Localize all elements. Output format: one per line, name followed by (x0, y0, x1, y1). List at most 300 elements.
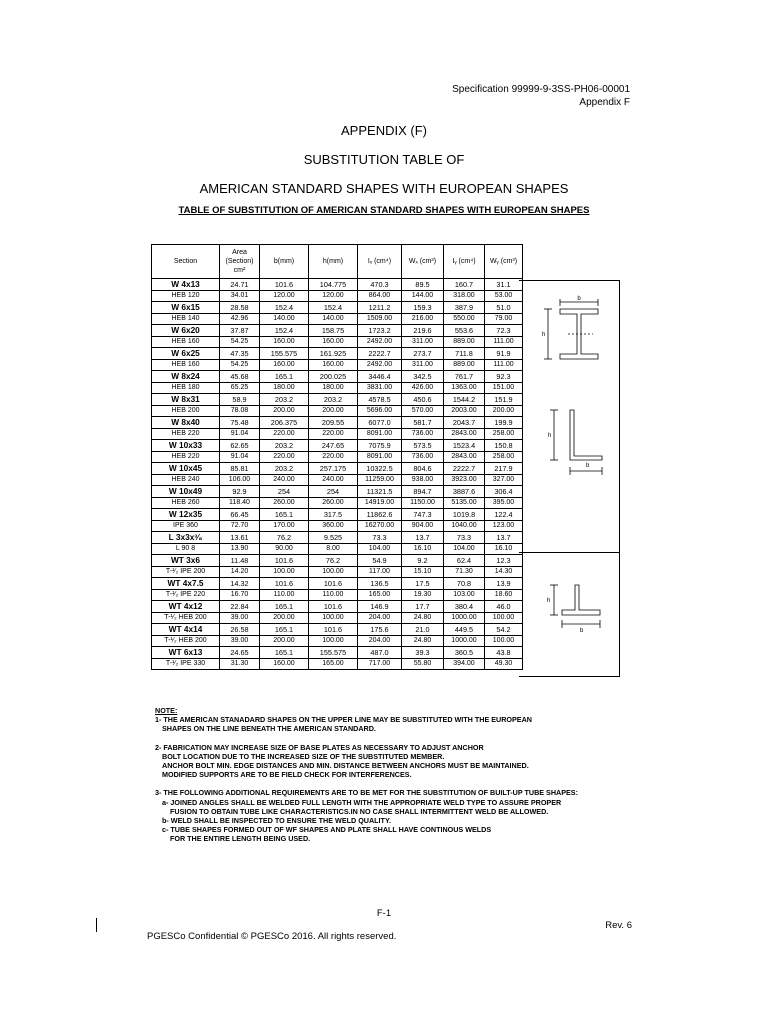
table-row (152, 313, 523, 325)
table-row (152, 302, 523, 314)
cell-iy: 1000.00 (444, 635, 485, 647)
tee-label-h: h (547, 598, 551, 604)
tee-label-b: b (580, 628, 584, 634)
shapes-title: AMERICAN STANDARD SHAPES WITH EUROPEAN SHAPES (199, 181, 569, 196)
cell-area: 34.01 (220, 290, 260, 302)
sketch-label-h: h (542, 332, 546, 338)
appendix-title: APPENDIX (F) (341, 123, 427, 138)
cell-section: WT 6x13 (152, 647, 220, 659)
cell-b: 101.6 (260, 279, 309, 291)
cell-ix: 3831.00 (358, 382, 402, 394)
cell-wy: 53.00 (485, 290, 523, 302)
cell-b: 155.575 (260, 348, 309, 360)
cell-iy: 318.00 (444, 290, 485, 302)
margin-bar (96, 918, 97, 932)
cell-ix: 5696.00 (358, 405, 402, 417)
cell-wy: 12.3 (485, 555, 523, 567)
cell-wy: 199.9 (485, 417, 523, 429)
note-2-line-2: BOLT LOCATION DUE TO THE INCREASED SIZE OF THE SUBSTITUTED MEMBER. (162, 751, 445, 761)
cell-area: 11.48 (220, 555, 260, 567)
cell-h: 360.00 (309, 520, 358, 532)
cell-h: 209.55 (309, 417, 358, 429)
cell-wy: 151.00 (485, 382, 523, 394)
cell-b: 165.1 (260, 601, 309, 613)
cell-area: 28.58 (220, 302, 260, 314)
cell-section: W 10x45 (152, 463, 220, 475)
cell-iy: 1523.4 (444, 440, 485, 452)
cell-iy: 62.4 (444, 555, 485, 567)
cell-section: HEB 200 (152, 405, 220, 417)
note-3-line-1: 3- THE FOLLOWING ADDITIONAL REQUIREMENTS ARE TO BE MET FOR THE SUBSTITUTION OF BUILT-UP TUBE SHAPES: (155, 788, 578, 798)
cell-ix: 2492.00 (358, 359, 402, 371)
cell-iy: 387.9 (444, 302, 485, 314)
cell-b: 140.00 (260, 313, 309, 325)
cell-h: 9.525 (309, 532, 358, 544)
cell-b: 160.00 (260, 658, 309, 670)
cell-b: 170.00 (260, 520, 309, 532)
note-3-line-3: FUSION TO OBTAIN TUBE LIKE CHARACTERISTICS.IN NO CASE SHALL INTERMITTENT WELD BE ALLOWED. (170, 806, 549, 816)
cell-h: 220.00 (309, 451, 358, 463)
cell-wx: 89.5 (402, 279, 444, 291)
cell-section: HEB 220 (152, 428, 220, 440)
angle-label-b: b (586, 463, 590, 469)
cell-iy: 889.00 (444, 359, 485, 371)
cell-wy: 92.3 (485, 371, 523, 383)
cell-wx: 17.7 (402, 601, 444, 613)
substitution-title: SUBSTITUTION TABLE OF (303, 152, 465, 167)
cell-b: 90.00 (260, 543, 309, 555)
cell-section: WT 4x14 (152, 624, 220, 636)
cell-wy: 49.30 (485, 658, 523, 670)
cell-wy: 395.00 (485, 497, 523, 509)
cell-wy: 111.00 (485, 336, 523, 348)
cell-iy: 1019.8 (444, 509, 485, 521)
cell-area: 14.32 (220, 578, 260, 590)
col-header-wx: Wₓ (cm³) (402, 245, 444, 279)
table-row (152, 612, 523, 624)
cell-b: 180.00 (260, 382, 309, 394)
cell-section: W 8x24 (152, 371, 220, 383)
cell-area: 72.70 (220, 520, 260, 532)
cell-section: WT 4x12 (152, 601, 220, 613)
cell-ix: 2492.00 (358, 336, 402, 348)
table-row (152, 348, 523, 360)
cell-h: 203.2 (309, 394, 358, 406)
cell-area: 16.70 (220, 589, 260, 601)
note-1-line-1: 1- THE AMERICAN STANADARD SHAPES ON THE UPPER LINE MAY BE SUBSTITUTED WITH THE EUROPEAN (155, 715, 532, 725)
cell-wy: 150.8 (485, 440, 523, 452)
table-row (152, 497, 523, 509)
cell-area: 106.00 (220, 474, 260, 486)
cell-area: 37.87 (220, 325, 260, 337)
document-header (380, 83, 630, 109)
cell-h: 257.175 (309, 463, 358, 475)
cell-ix: 1211.2 (358, 302, 402, 314)
cell-wy: 72.3 (485, 325, 523, 337)
cell-iy: 380.4 (444, 601, 485, 613)
cell-section: W 8x40 (152, 417, 220, 429)
cell-iy: 2222.7 (444, 463, 485, 475)
cell-iy: 2843.00 (444, 451, 485, 463)
cell-wy: 54.2 (485, 624, 523, 636)
table-row (152, 325, 523, 337)
cell-wx: 13.7 (402, 532, 444, 544)
cell-iy: 394.00 (444, 658, 485, 670)
cell-wx: 144.00 (402, 290, 444, 302)
table-row (152, 635, 523, 647)
cell-wx: 804.6 (402, 463, 444, 475)
table-row (152, 555, 523, 567)
cell-wy: 43.8 (485, 647, 523, 659)
appendix-label: Appendix F (579, 97, 630, 108)
cell-wx: 450.6 (402, 394, 444, 406)
table-row (152, 658, 523, 670)
cell-wy: 123.00 (485, 520, 523, 532)
cell-iy: 104.00 (444, 543, 485, 555)
cell-wy: 327.00 (485, 474, 523, 486)
table-row (152, 589, 523, 601)
cell-ix: 54.9 (358, 555, 402, 567)
cell-b: 165.1 (260, 624, 309, 636)
cell-wy: 100.00 (485, 612, 523, 624)
cell-wx: 938.00 (402, 474, 444, 486)
cell-b: 165.1 (260, 647, 309, 659)
cell-area: 65.25 (220, 382, 260, 394)
cell-iy: 711.8 (444, 348, 485, 360)
cell-wx: 573.5 (402, 440, 444, 452)
cell-wx: 581.7 (402, 417, 444, 429)
cell-ix: 8091.00 (358, 428, 402, 440)
table-row (152, 405, 523, 417)
cell-h: 100.00 (309, 612, 358, 624)
cell-ix: 175.6 (358, 624, 402, 636)
cell-wx: 904.00 (402, 520, 444, 532)
cell-h: 180.00 (309, 382, 358, 394)
cell-h: 165.00 (309, 658, 358, 670)
sketch-label-b: b (577, 296, 581, 302)
cell-h: 104.775 (309, 279, 358, 291)
cell-wx: 736.00 (402, 451, 444, 463)
table-row (152, 624, 523, 636)
cell-area: 91.04 (220, 451, 260, 463)
cell-wy: 258.00 (485, 428, 523, 440)
cell-iy: 2043.7 (444, 417, 485, 429)
cell-wy: 51.0 (485, 302, 523, 314)
cell-section: L 90 8 (152, 543, 220, 555)
cell-h: 120.00 (309, 290, 358, 302)
cell-b: 160.00 (260, 336, 309, 348)
cell-h: 160.00 (309, 336, 358, 348)
cell-wx: 747.3 (402, 509, 444, 521)
cell-h: 155.575 (309, 647, 358, 659)
cell-section: WT 3x6 (152, 555, 220, 567)
col-header-iy: Iᵧ (cm⁴) (444, 245, 485, 279)
col-header-ix: Iₓ (cm⁴) (358, 245, 402, 279)
cell-section: W 8x31 (152, 394, 220, 406)
table-row (152, 371, 523, 383)
cell-section: T-¹⁄₂ IPE 220 (152, 589, 220, 601)
cell-b: 203.2 (260, 394, 309, 406)
cell-area: 66.45 (220, 509, 260, 521)
cell-wx: 426.00 (402, 382, 444, 394)
table-row (152, 532, 523, 544)
cell-section: W 4x13 (152, 279, 220, 291)
cell-section: W 10x49 (152, 486, 220, 498)
table-row (152, 566, 523, 578)
cell-h: 100.00 (309, 635, 358, 647)
spec-number: Specification 99999-9-3SS-PH06-00001 (452, 84, 630, 95)
cell-b: 220.00 (260, 451, 309, 463)
cell-ix: 11259.00 (358, 474, 402, 486)
cell-wx: 24.80 (402, 635, 444, 647)
cell-section: T-¹⁄₂ HEB 200 (152, 635, 220, 647)
cell-wy: 122.4 (485, 509, 523, 521)
cell-wy: 31.1 (485, 279, 523, 291)
cell-wx: 9.2 (402, 555, 444, 567)
cell-ix: 4578.5 (358, 394, 402, 406)
cell-wx: 17.5 (402, 578, 444, 590)
table-row (152, 382, 523, 394)
cell-section: HEB 220 (152, 451, 220, 463)
table-row (152, 451, 523, 463)
cell-iy: 2843.00 (444, 428, 485, 440)
cell-area: 13.90 (220, 543, 260, 555)
table-row (152, 509, 523, 521)
cell-wy: 111.00 (485, 359, 523, 371)
cell-area: 45.68 (220, 371, 260, 383)
cell-iy: 360.5 (444, 647, 485, 659)
cell-area: 47.35 (220, 348, 260, 360)
table-row (152, 336, 523, 348)
cell-wx: 1150.00 (402, 497, 444, 509)
cell-b: 254 (260, 486, 309, 498)
note-3-line-4: b- WELD SHALL BE INSPECTED TO ENSURE THE WELD QUALITY. (162, 816, 391, 826)
cell-iy: 761.7 (444, 371, 485, 383)
cell-area: 92.9 (220, 486, 260, 498)
table-row (152, 394, 523, 406)
cell-ix: 2222.7 (358, 348, 402, 360)
cell-wx: 216.00 (402, 313, 444, 325)
cell-iy: 3887.6 (444, 486, 485, 498)
cell-ix: 104.00 (358, 543, 402, 555)
cell-iy: 5135.00 (444, 497, 485, 509)
table-row (152, 463, 523, 475)
cell-b: 165.1 (260, 509, 309, 521)
note-1-line-2: SHAPES ON THE LINE BENEATH THE AMERICAN STANDARD. (162, 724, 376, 734)
cell-ix: 16270.00 (358, 520, 402, 532)
cell-section: WT 4x7.5 (152, 578, 220, 590)
angle-sketch (540, 405, 615, 480)
col-header-b: b(mm) (260, 245, 309, 279)
cell-b: 152.4 (260, 325, 309, 337)
cell-b: 100.00 (260, 566, 309, 578)
cell-iy: 1544.2 (444, 394, 485, 406)
cell-iy: 1000.00 (444, 612, 485, 624)
cell-ix: 165.00 (358, 589, 402, 601)
cell-wy: 14.30 (485, 566, 523, 578)
table-row (152, 440, 523, 452)
cell-area: 91.04 (220, 428, 260, 440)
cell-section: L 3x3x³⁄₈ (152, 532, 220, 544)
cell-b: 110.00 (260, 589, 309, 601)
table-row (152, 428, 523, 440)
note-3-line-5: c- TUBE SHAPES FORMED OUT OF WF SHAPES AND PLATE SHALL HAVE CONTINOUS WELDS (162, 825, 492, 835)
cell-section: HEB 160 (152, 336, 220, 348)
sketch-divider (519, 552, 619, 553)
cell-ix: 14919.00 (358, 497, 402, 509)
cell-h: 260.00 (309, 497, 358, 509)
cell-ix: 117.00 (358, 566, 402, 578)
cell-b: 101.6 (260, 555, 309, 567)
cell-wx: 15.10 (402, 566, 444, 578)
cell-b: 101.6 (260, 578, 309, 590)
cell-wy: 306.4 (485, 486, 523, 498)
cell-wx: 273.7 (402, 348, 444, 360)
cell-ix: 717.00 (358, 658, 402, 670)
cell-wy: 79.00 (485, 313, 523, 325)
cell-section: T-¹⁄₂ HEB 200 (152, 612, 220, 624)
table-row (152, 359, 523, 371)
cell-wx: 159.3 (402, 302, 444, 314)
cell-wy: 18.60 (485, 589, 523, 601)
cell-h: 247.65 (309, 440, 358, 452)
cell-ix: 1509.00 (358, 313, 402, 325)
cell-section: HEB 120 (152, 290, 220, 302)
cell-ix: 11862.6 (358, 509, 402, 521)
cell-section: HEB 140 (152, 313, 220, 325)
cell-area: 13.61 (220, 532, 260, 544)
cell-h: 100.00 (309, 566, 358, 578)
cell-iy: 1040.00 (444, 520, 485, 532)
cell-wx: 311.00 (402, 336, 444, 348)
cell-area: 75.48 (220, 417, 260, 429)
cell-b: 220.00 (260, 428, 309, 440)
cell-iy: 71.30 (444, 566, 485, 578)
cell-ix: 8091.00 (358, 451, 402, 463)
cell-wx: 219.6 (402, 325, 444, 337)
wide-flange-sketch (538, 294, 608, 374)
cell-section: HEB 160 (152, 359, 220, 371)
cell-wy: 217.9 (485, 463, 523, 475)
cell-wy: 200.00 (485, 405, 523, 417)
cell-h: 200.025 (309, 371, 358, 383)
tee-sketch (540, 580, 615, 640)
cell-section: HEB 180 (152, 382, 220, 394)
cell-section: W 6x20 (152, 325, 220, 337)
cell-area: 85.81 (220, 463, 260, 475)
cell-h: 8.00 (309, 543, 358, 555)
table-row (152, 543, 523, 555)
cell-iy: 73.3 (444, 532, 485, 544)
cell-area: 24.71 (220, 279, 260, 291)
cell-b: 260.00 (260, 497, 309, 509)
cell-wx: 894.7 (402, 486, 444, 498)
cell-h: 76.2 (309, 555, 358, 567)
cell-b: 203.2 (260, 463, 309, 475)
cell-ix: 3446.4 (358, 371, 402, 383)
note-3-line-6: FOR THE ENTIRE LENGTH BEING USED. (170, 834, 311, 844)
cell-area: 39.00 (220, 612, 260, 624)
cell-wy: 151.9 (485, 394, 523, 406)
note-2-line-4: MODIFIED SUPPORTS ARE TO BE FIELD CHECK FOR INTERFERENCES. (162, 770, 412, 780)
cell-ix: 864.00 (358, 290, 402, 302)
note-2-line-1: 2- FABRICATION MAY INCREASE SIZE OF BASE PLATES AS NECESSARY TO ADJUST ANCHOR (155, 742, 484, 752)
cell-wx: 570.00 (402, 405, 444, 417)
page-number: F-1 (376, 908, 392, 919)
table-row (152, 279, 523, 291)
cell-b: 203.2 (260, 440, 309, 452)
table-row (152, 474, 523, 486)
revision-label: Rev. 6 (605, 920, 632, 931)
cell-h: 152.4 (309, 302, 358, 314)
cell-b: 200.00 (260, 635, 309, 647)
cell-b: 240.00 (260, 474, 309, 486)
substitution-table (151, 244, 523, 670)
cell-ix: 136.5 (358, 578, 402, 590)
cell-area: 54.25 (220, 359, 260, 371)
cell-section: T-¹⁄₂ IPE 200 (152, 566, 220, 578)
cell-h: 161.925 (309, 348, 358, 360)
cell-area: 118.40 (220, 497, 260, 509)
cell-ix: 10322.5 (358, 463, 402, 475)
cell-section: W 6x15 (152, 302, 220, 314)
cell-section: HEB 260 (152, 497, 220, 509)
cell-area: 14.20 (220, 566, 260, 578)
table-row (152, 417, 523, 429)
cell-area: 31.30 (220, 658, 260, 670)
cell-h: 101.6 (309, 578, 358, 590)
cell-section: W 10x33 (152, 440, 220, 452)
cell-area: 24.65 (220, 647, 260, 659)
cell-b: 165.1 (260, 371, 309, 383)
cell-section: W 6x25 (152, 348, 220, 360)
cell-wy: 16.10 (485, 543, 523, 555)
table-row (152, 578, 523, 590)
cell-h: 158.75 (309, 325, 358, 337)
cell-section: HEB 240 (152, 474, 220, 486)
cell-ix: 487.0 (358, 647, 402, 659)
cell-wx: 39.3 (402, 647, 444, 659)
cell-area: 22.84 (220, 601, 260, 613)
note-2-line-3: ANCHOR BOLT MIN. EDGE DISTANCES AND MIN. DISTANCE BETWEEN ANCHORS MUST BE MAINTAINED. (162, 761, 529, 771)
cell-section: T-¹⁄₂ IPE 330 (152, 658, 220, 670)
confidential-notice: PGESCo Confidential © PGESCo 2016. All rights reserved. (147, 931, 397, 942)
cell-section: IPE 360 (152, 520, 220, 532)
cell-wy: 46.0 (485, 601, 523, 613)
cell-h: 160.00 (309, 359, 358, 371)
note-3-line-2: a- JOINED ANGLES SHALL BE WELDED FULL LENGTH WITH THE APPROPRIATE WELD TYPE TO ASSURE PROPER (162, 797, 562, 807)
cell-h: 101.6 (309, 624, 358, 636)
cell-ix: 1723.2 (358, 325, 402, 337)
cell-wx: 16.10 (402, 543, 444, 555)
cell-iy: 160.7 (444, 279, 485, 291)
cell-iy: 889.00 (444, 336, 485, 348)
cell-b: 152.4 (260, 302, 309, 314)
cell-wx: 736.00 (402, 428, 444, 440)
cell-area: 26.58 (220, 624, 260, 636)
cell-iy: 553.6 (444, 325, 485, 337)
cell-b: 120.00 (260, 290, 309, 302)
cell-wx: 21.0 (402, 624, 444, 636)
cell-ix: 7075.9 (358, 440, 402, 452)
cell-wx: 19.30 (402, 589, 444, 601)
angle-label-h: h (548, 433, 552, 439)
cell-iy: 449.5 (444, 624, 485, 636)
notes-heading: NOTE: (155, 706, 178, 715)
table-row (152, 486, 523, 498)
cell-wx: 342.5 (402, 371, 444, 383)
cell-area: 54.25 (220, 336, 260, 348)
